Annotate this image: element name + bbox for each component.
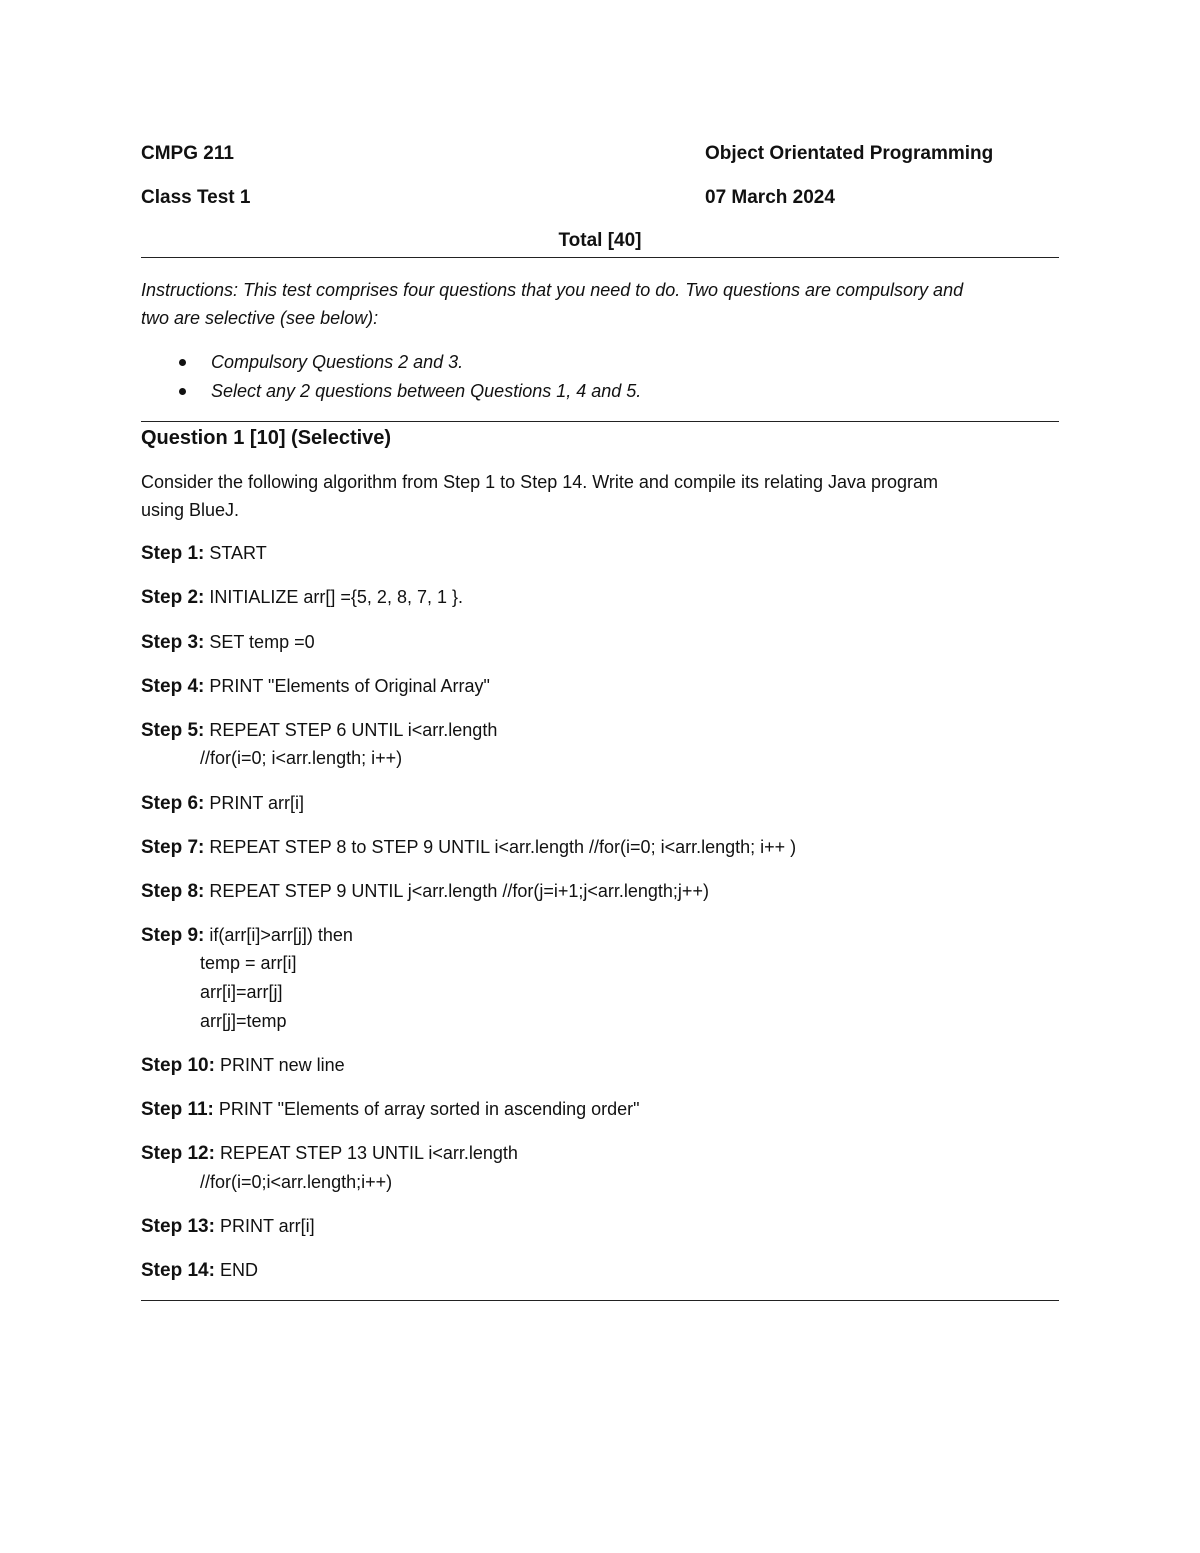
question-1-intro-line-1: Consider the following algorithm from Step 1 to Step 14. Write and compile its relating Java program bbox=[141, 472, 939, 492]
instructions-line-1: Instructions: This test comprises four questions that you need to do. Two questions are compulsory and bbox=[141, 280, 964, 300]
document-page bbox=[141, 0, 1059, 1553]
question-1-intro-line-2: using BlueJ. bbox=[141, 500, 240, 520]
step-12: Step 12: REPEAT STEP 13 UNTIL i<arr.length bbox=[141, 1143, 518, 1164]
bullet-icon bbox=[179, 388, 186, 395]
step-8: Step 8: REPEAT STEP 9 UNTIL j<arr.length //for(j=i+1;j<arr.length;j++) bbox=[141, 881, 709, 902]
course-code: CMPG 211 bbox=[141, 143, 234, 164]
step-11: Step 11: PRINT "Elements of array sorted in ascending order" bbox=[141, 1099, 640, 1120]
step-4: Step 4: PRINT "Elements of Original Array" bbox=[141, 676, 490, 697]
step-7: Step 7: REPEAT STEP 8 to STEP 9 UNTIL i<arr.length //for(i=0; i<arr.length; i++ ) bbox=[141, 837, 797, 858]
step-5: Step 5: REPEAT STEP 6 UNTIL i<arr.length bbox=[141, 720, 498, 741]
instruction-bullet-1: Compulsory Questions 2 and 3. bbox=[211, 352, 464, 372]
bullet-icon bbox=[179, 359, 186, 366]
course-name: Object Orientated Programming bbox=[705, 143, 994, 164]
question-1-divider bbox=[141, 1300, 1059, 1301]
test-date: 07 March 2024 bbox=[705, 187, 835, 208]
header-divider bbox=[141, 257, 1059, 258]
step-2: Step 2: INITIALIZE arr[] ={5, 2, 8, 7, 1 }. bbox=[141, 587, 463, 608]
instruction-bullet-2: Select any 2 questions between Questions 1, 4 and 5. bbox=[211, 381, 642, 401]
step-5-subline: //for(i=0; i<arr.length; i++) bbox=[200, 748, 403, 768]
step-9-subline-3: arr[j]=temp bbox=[200, 1011, 287, 1031]
step-10: Step 10: PRINT new line bbox=[141, 1055, 345, 1076]
instructions-divider bbox=[141, 421, 1059, 422]
step-14: Step 14: END bbox=[141, 1260, 258, 1281]
step-1: Step 1: START bbox=[141, 543, 267, 564]
question-1-heading: Question 1 [10] (Selective) bbox=[141, 427, 392, 449]
step-12-subline: //for(i=0;i<arr.length;i++) bbox=[200, 1172, 393, 1192]
step-3: Step 3: SET temp =0 bbox=[141, 632, 315, 653]
step-6: Step 6: PRINT arr[i] bbox=[141, 793, 305, 814]
test-name: Class Test 1 bbox=[141, 187, 251, 208]
step-9: Step 9: if(arr[i]>arr[j]) then bbox=[141, 925, 353, 946]
step-9-subline-1: temp = arr[i] bbox=[200, 953, 297, 973]
step-9-subline-2: arr[i]=arr[j] bbox=[200, 982, 283, 1002]
step-13: Step 13: PRINT arr[i] bbox=[141, 1216, 315, 1237]
total-marks: Total [40] bbox=[558, 230, 642, 251]
instructions-line-2: two are selective (see below): bbox=[141, 308, 379, 328]
